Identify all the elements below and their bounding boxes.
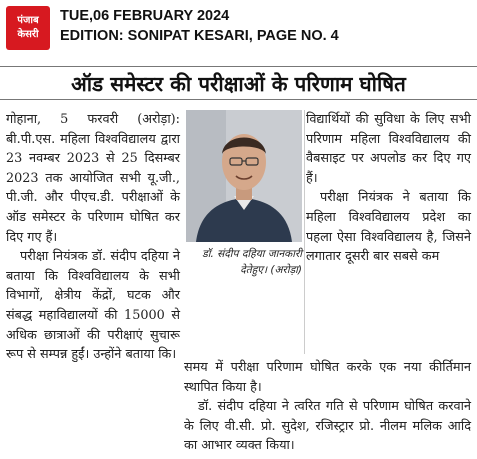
portrait-image [186,110,302,242]
edition-info [60,6,339,46]
article-paragraph: परीक्षा नियंत्रक ने बताया कि महिला विश्वविद्यालय प्रदेश का पहला ऐसा विश्वविद्यालय है, जिसने लगातार दूसरी बार सबसे कम [306,190,471,265]
article-paragraph: डॉ. संदीप दहिया ने त्वरित गति से परिणाम घोषित करवाने के लिए वी.सी. प्रो. सुदेश, रजिस्ट्रार प्रो. नीलम मलिक आदि का आभार व्यक्त किया। [184,399,471,454]
publication-date: TUE,06 FEBRUARY 2024 [60,8,230,24]
portrait-photo [186,110,302,242]
article-column-1 [6,110,180,365]
article-paragraph: विद्यार्थियों की सुविधा के लिए सभी परिणाम महिला विश्वविद्यालय की वैबसाइट पर अपलोड कर दिए गए हैं। [306,112,471,186]
article-column-3 [184,358,471,456]
photo-caption: डॉ. संदीप दहिया जानकारी देतेहुए। (अरोड़ा) [202,248,302,276]
logo-line-1: पंजाब [17,15,39,26]
article-headline: ऑड समेस्टर की परीक्षाओं के परिणाम घोषित [0,66,477,100]
edition-page: EDITION: SONIPAT KESARI, PAGE NO. 4 [60,28,339,44]
article-paragraph: समय में परीक्षा परिणाम घोषित करके एक नया कीर्तिमान स्थापित किया है। [184,360,471,395]
column-divider [304,110,305,354]
punjab-kesari-logo [6,6,50,50]
newspaper-header [0,0,477,56]
article-paragraph: गोहाना, 5 फरवरी (अरोड़ा): बी.पी.एस. महिला विश्वविद्यालय द्वारा 23 नवम्बर 2023 से 25 दिसम्बर 2023 तक आयोजित सभी यू.जी., पी.जी. और पीएच.डी. परीक्षाओं के ऑड समेस्टर के परिणाम घोषित कर दिए गए हैं। [6,112,180,245]
article-column-2 [306,110,471,267]
logo-line-2: केसरी [17,29,39,40]
article-paragraph: परीक्षा नियंत्रक डॉ. संदीप दहिया ने बताया कि विश्वविद्यालय के सभी विभागों, क्षेत्रीय केंद्रों, घटक और संबद्ध महाविद्यालयों की 15000 से अधिक छात्राओं की परीक्षाएं सुचारू रूप से सम्पन्न हुईं। उन्होंने बताया कि। [6,249,180,363]
